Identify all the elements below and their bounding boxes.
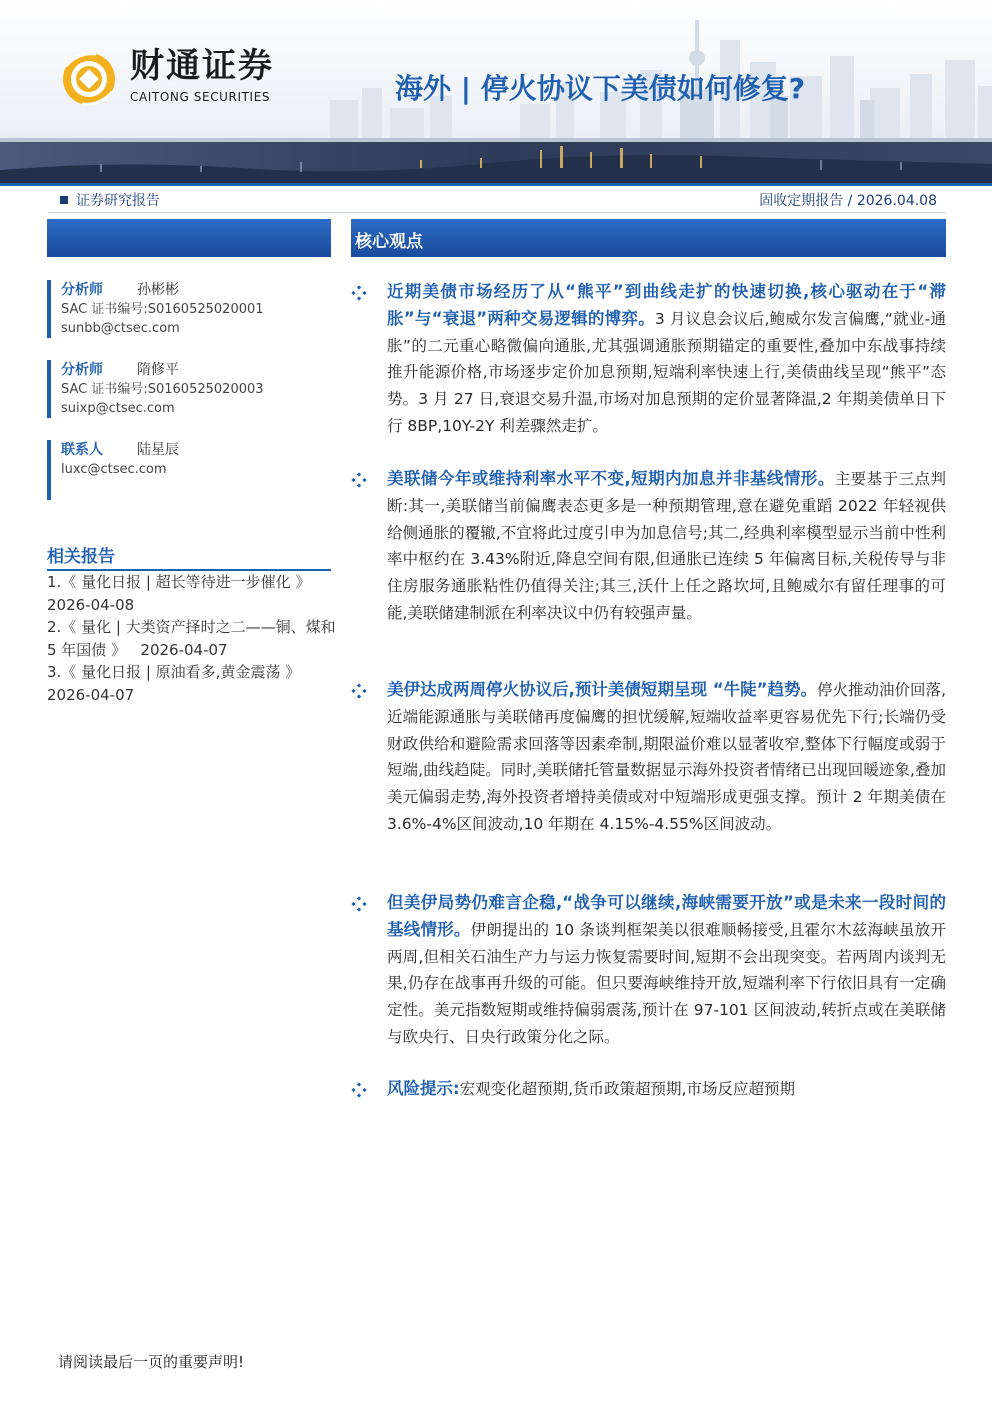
analyst-name: 孙彬彬 xyxy=(137,282,179,298)
report-category: 证券研究报告 xyxy=(60,192,160,210)
related-report-link[interactable]: 1.《 量化日报 | 超长等待进一步催化 》 xyxy=(47,573,311,591)
risk-warning-text: 宏观变化超预期,货币政策超预期,市场反应超预期 xyxy=(459,1080,795,1098)
core-view-title: 核心观点 xyxy=(355,232,423,252)
square-bullet-icon xyxy=(60,196,68,204)
core-point xyxy=(351,466,946,627)
analyst-email[interactable]: suixp@ctsec.com xyxy=(61,401,175,416)
core-point-body: 3 月议息会议后,鲍威尔发言偏鹰,“就业-通胀”的二元重心略微偏向通胀,尤其强调通胀预期锚定的重要性,叠加中东战事持续推升能源价格,市场逐步定价加息预期,短端利率快速上行,美债曲线呈现“熊平”态势。3 月 27 日,衰退交易升温,市场对加息预期的定价显著降温,2 年期美债单日下行 8BP,10Y-2Y 利差骤然走扩。 xyxy=(387,309,946,435)
footer-disclaimer: 请阅读最后一页的重要声明! xyxy=(58,1353,245,1371)
diamond-bullet-icon xyxy=(351,1082,367,1098)
contact-card xyxy=(47,440,331,500)
related-report-date: 2026-04-08 xyxy=(47,595,135,614)
contact-email[interactable]: luxc@ctsec.com xyxy=(61,462,167,477)
analyst-cert: SAC 证书编号:S0160525020003 xyxy=(61,382,264,397)
related-report-date: 2026-04-07 xyxy=(47,685,135,704)
brand-logo xyxy=(60,46,300,112)
related-reports-list xyxy=(47,571,337,706)
related-report-link[interactable]: 3.《 量化日报 | 原油看多,黄金震荡 》 xyxy=(47,663,301,681)
related-report-date: 2026-04-07 xyxy=(140,640,228,659)
report-type-date: 固收定期报告 / 2026.04.08 xyxy=(759,193,937,209)
core-point xyxy=(351,890,946,1051)
core-point-headline: 但美伊局势仍难言企稳,“战争可以继续,海峡需要开放”或是未来一段时间的基线情形。 xyxy=(387,893,946,939)
diamond-bullet-icon xyxy=(351,683,367,699)
analyst-name: 隋修平 xyxy=(137,362,179,378)
core-point xyxy=(351,677,946,838)
sidebar-title-bar xyxy=(47,219,331,257)
core-view-bar xyxy=(351,219,946,257)
core-point-headline: 美联储今年或维持利率水平不变,短期内加息并非基线情形。 xyxy=(387,469,835,488)
header-divider xyxy=(48,212,946,213)
analyst-role: 分析师 xyxy=(61,362,103,378)
analyst-cert: SAC 证书编号:S0160525020001 xyxy=(61,302,264,317)
brand-name-en: CAITONG SECURITIES xyxy=(130,90,271,104)
core-point-body: 伊朗提出的 10 条谈判框架美以很难顺畅接受,且霍尔木兹海峡虽放开两周,但相关石油生产力与运力恢复需要时间,短期不会出现突变。若两周内谈判无果,仍存在战事再升级的可能。但只要海峡维持开放,短端利率下行依旧具有一定确定性。美元指数短期或维持偏弱震荡,预计在 97-101 区间波动,转折点或在美联储与欧央行、日央行政策分化之际。 xyxy=(387,920,946,1046)
risk-warning-label: 风险提示: xyxy=(387,1079,460,1098)
related-report-link[interactable]: 2.《 量化 | 大类资产择时之二——铜、煤和 5 年国债 》 2026-04-07 xyxy=(47,618,336,659)
core-point-headline: 近期美债市场经历了从“熊平”到曲线走扩的快速切换,核心驱动在于“滞胀”与“衰退”两种交易逻辑的博弈。 xyxy=(387,282,946,328)
related-reports-title: 相关报告 xyxy=(47,547,115,567)
brand-name-cn: 财通证券 xyxy=(130,46,274,86)
core-point-body: 主要基于三点判断:其一,美联储当前偏鹰表态更多是一种预期管理,意在避免重蹈 2022 年轻视供给侧通胀的覆辙,不宜将此过度引申为加息信号;其二,经典利率模型显示当前中性利率中枢约在 3.43%附近,降息空间有限,但通胀已连续 5 年偏离目标,关税传导与非住房服务通胀粘性仍值得关注;其三,沃什上任之路坎坷,且鲍威尔有留任理事的可能,美联储建制派在利率决议中仍有较强声量。 xyxy=(387,470,946,622)
report-title: 海外 | 停火协议下美债如何修复? xyxy=(395,72,805,105)
contact-name: 陆星辰 xyxy=(137,442,179,458)
diamond-bullet-icon xyxy=(351,285,367,301)
risk-warning xyxy=(351,1076,946,1103)
diamond-bullet-icon xyxy=(351,896,367,912)
caitong-coin-logo-icon xyxy=(60,48,118,110)
contact-role: 联系人 xyxy=(61,442,103,458)
analyst-card xyxy=(47,280,331,338)
core-point xyxy=(351,279,946,440)
diamond-bullet-icon xyxy=(351,472,367,488)
core-point-body: 停火推动油价回落,近端能源通胀与美联储再度偏鹰的担忧缓解,短端收益率更容易优先下行;长端仍受财政供给和避险需求回落等因素牵制,期限溢价难以显著收窄,整体下行幅度或弱于短端,曲线趋陡。同时,美联储托管量数据显示海外投资者情绪已出现回暖迹象,叠加美元偏弱走势,海外投资者增持美债或对中短端形成更强支撑。预计 2 年期美债在 3.6%-4%区间波动,10 年期在 4.15%-4.55%区间波动。 xyxy=(387,681,946,833)
core-point-headline: 美伊达成两周停火协议后,预计美债短期呈现 “牛陡”趋势。 xyxy=(387,680,817,699)
analyst-card xyxy=(47,360,331,418)
analyst-role: 分析师 xyxy=(61,282,103,298)
analyst-email[interactable]: sunbb@ctsec.com xyxy=(61,321,180,336)
